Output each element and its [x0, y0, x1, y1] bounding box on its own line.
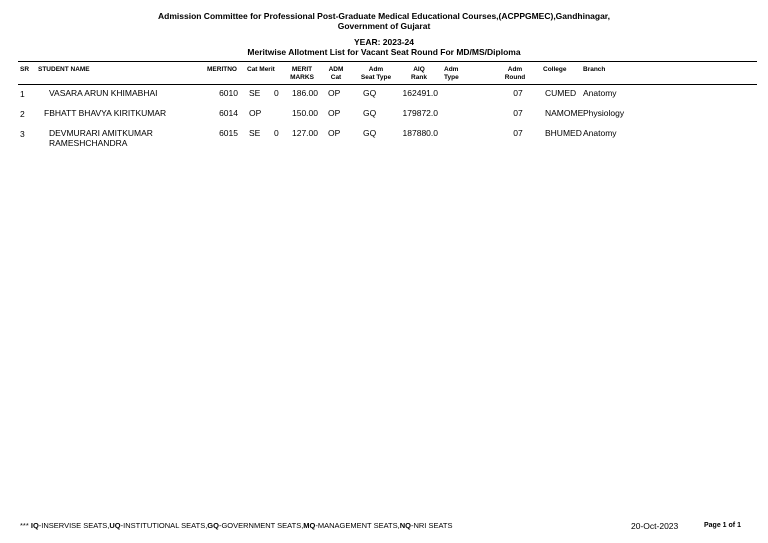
- seat-type-legend: [20, 521, 453, 530]
- col-seat-type-line1: Adm: [368, 66, 384, 73]
- print-date: 20-Oct-2023: [631, 521, 679, 531]
- col-adm-cat-line1: ADM: [328, 66, 344, 73]
- row-branch: Anatomy: [583, 88, 617, 98]
- government-title: Government of Gujarat: [337, 21, 431, 31]
- col-aiq-rank-line2: Rank: [411, 74, 427, 81]
- row-branch: Physiology: [583, 108, 625, 118]
- row-student-name: VASARA ARUN KHIMABHAI: [49, 88, 158, 98]
- row-sr: 2: [20, 109, 25, 119]
- row-seat-type: GQ: [363, 128, 377, 138]
- row-sr: 3: [20, 129, 25, 139]
- row-aiq-rank: 187880.0: [402, 128, 438, 138]
- col-adm-type-line1: Adm: [444, 66, 459, 73]
- row-cat: OP: [249, 108, 262, 118]
- row-marks: 150.00: [292, 108, 318, 118]
- row-cat: SE: [249, 128, 261, 138]
- col-sr: SR: [20, 66, 30, 73]
- col-seat-type-line2: Seat Type: [360, 74, 392, 81]
- row-adm-cat: OP: [328, 128, 341, 138]
- col-adm-type-line2: Type: [444, 74, 459, 81]
- legend-mq-code: MQ: [303, 521, 316, 530]
- col-adm-round-line2: Round: [504, 74, 526, 81]
- row-seat-type: GQ: [363, 108, 377, 118]
- row-student-name: DEVMURARI AMITKUMAR: [49, 128, 153, 138]
- column-rule: [18, 84, 757, 85]
- col-seat-type: [355, 66, 397, 82]
- col-adm-round: [500, 66, 530, 82]
- year-label: YEAR: 2023-24: [353, 37, 414, 47]
- header-rule: [18, 61, 757, 62]
- row-meritno: 6010: [219, 88, 238, 98]
- row-aiq-rank: 179872.0: [402, 108, 438, 118]
- row-cat-merit: 0: [274, 128, 279, 138]
- col-merit-marks: [284, 66, 320, 82]
- row-sr: 1: [20, 89, 25, 99]
- row-college: BHUMED: [545, 128, 582, 138]
- col-branch: Branch: [583, 66, 606, 73]
- row-meritno: 6015: [219, 128, 238, 138]
- list-subtitle: Meritwise Allotment List for Vacant Seat Round For MD/MS/Diploma: [247, 47, 521, 57]
- page-number: Page 1 of 1: [704, 522, 741, 529]
- row-adm-round: 07: [513, 88, 523, 98]
- legend-iq-code: IQ: [30, 521, 39, 530]
- col-aiq-rank: [404, 66, 434, 82]
- row-seat-type: GQ: [363, 88, 377, 98]
- row-cat: SE: [249, 88, 261, 98]
- row-student-name: FBHATT BHAVYA KIRITKUMAR: [44, 108, 167, 118]
- legend-nq-code: NQ: [399, 521, 411, 530]
- row-aiq-rank: 162491.0: [402, 88, 438, 98]
- row-branch: Anatomy: [583, 128, 617, 138]
- col-cat-merit: Cat Merit: [247, 66, 275, 73]
- row-student-name-cont: RAMESHCHANDRA: [49, 138, 128, 148]
- col-adm-cat: [325, 66, 347, 82]
- row-adm-round: 07: [513, 108, 523, 118]
- col-meritno: MERITNO: [207, 66, 237, 73]
- committee-title: Admission Committee for Professional Post-Graduate Medical Educational Courses,(ACPPGMEC),Gandhinagar,: [158, 11, 610, 21]
- row-meritno: 6014: [219, 108, 238, 118]
- row-adm-cat: OP: [328, 88, 341, 98]
- row-adm-cat: OP: [328, 108, 341, 118]
- row-marks: 127.00: [292, 128, 318, 138]
- legend-gq-text: -GOVERNMENT SEATS,: [218, 521, 304, 530]
- row-cat-merit: 0: [274, 88, 279, 98]
- col-aiq-rank-line1: AIQ: [413, 66, 425, 73]
- legend-mq-text: -MANAGEMENT SEATS,: [315, 521, 400, 530]
- row-college: NAMOME: [545, 108, 584, 118]
- col-adm-round-line1: Adm: [507, 66, 523, 73]
- legend-prefix: ***: [20, 521, 29, 530]
- legend-gq-code: GQ: [207, 521, 219, 530]
- row-marks: 186.00: [292, 88, 318, 98]
- col-merit-marks-line1: MERIT: [291, 66, 313, 73]
- row-college: CUMED: [545, 88, 577, 98]
- col-adm-cat-line2: Cat: [330, 74, 342, 81]
- col-student-name: STUDENT NAME: [38, 66, 90, 73]
- col-college: College: [543, 66, 567, 73]
- legend-iq-text: -INSERVISE SEATS,: [38, 521, 110, 530]
- row-adm-round: 07: [513, 128, 523, 138]
- col-adm-type: [444, 66, 459, 82]
- legend-uq-text: -INSTITUTIONAL SEATS,: [120, 521, 208, 530]
- legend-nq-text: -NRI SEATS: [410, 521, 453, 530]
- col-merit-marks-line2: MARKS: [290, 74, 314, 81]
- legend-uq-code: UQ: [109, 521, 121, 530]
